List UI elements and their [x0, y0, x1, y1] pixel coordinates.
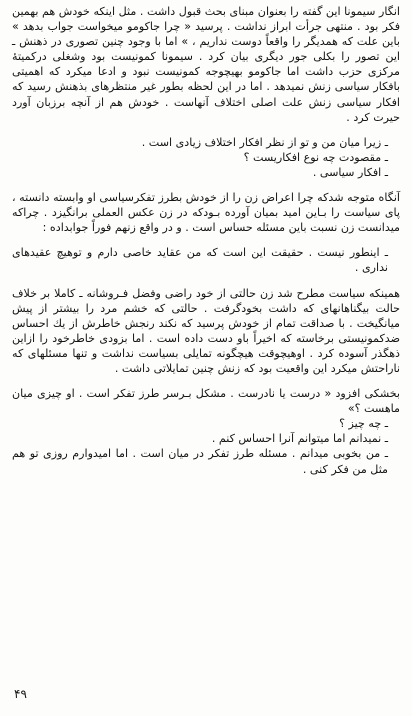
dialogue-line: ـ افکار سیاسی . — [312, 165, 388, 179]
dialogue-line: ـ نمیدانم اما میتوانم آنرا احساس کنم . — [211, 432, 388, 446]
body-text — [12, 4, 400, 477]
paragraph: انگار سیمونا این گفته را بعنوان مبنای بحث قبول داشت . مثل اینکه خودش هم بهمین فکر بود . منتهی جرأت ابراز نداشت . پرسید « چرا جاکومو میخواست جواب بدهد » باین علت که همدیگر را واقعاً دوست نداریم ، » اما با وجود چنین تصوری در ذهنش ـ این تصور را بکلی جور دیگری بیان کرد . سیمونا کمونیست بود وشغلی درکمیتهٔ مرکزی حزب داشت اما جاکومو بهیچوجه کمونیست نبود و ادعا میکرد که اهمیتی بافکار سیاسی زنش نمیدهد . اما در این لحظه بطور غیر منتظرهای بذهنش رسید که افکار سیاسی زنش علت اصلی اختلاف آنهاست . خودش هم از آنچه برزبان آورد حیرت کرد . — [12, 5, 400, 124]
dialogue-line: ـ من بخوبی میدانم . مسئله طرز تفکر در میان است . اما امیدوارم روزی تو هم مثل من فکر کنی . — [12, 447, 388, 476]
paragraph: بخشکی افزود « درست یا نادرست . مشکل بـرسر طرز تفکر است . او چیزی میان ماهست ؟» — [12, 387, 400, 416]
dialogue-line: ـ چه چیز ؟ — [339, 417, 388, 431]
dialogue-line: ـ مقصودت چه نوع افکاریست ؟ — [243, 150, 388, 164]
paragraph: آنگاه متوجه شدکه چرا اعراض زن را از خودش بطرز تفکرسیاسی او وابسته دانسته ، پای سیاست را بـاین امید بمیان آورده بـودکه در زن عکس العملی برانگیزد . چراکه میدانست زن نسبت باین مسئله حساس است . و در واقع زنهم فوراً جوابداده : — [12, 191, 400, 235]
page-number: ۴۹ — [14, 687, 27, 701]
paragraph: همینکه سیاست مطرح شد زن حالتی از خود راضی وفضل فـروشانه ـ کاملا بر خلاف حالت بیگناهانهای که داشت بخودگرفت . حالتی که خشم مرد را بیشتر از پیش میانگیخت . با صداقت تمام از خودش پرسید که نکند رنجش خاطرش از یك احساس ضدکمونیستی برخاسته که اخیراً باو دست داده است . اما بزودی خاطرخود را ازاین ذهگذر آسوده کرد . اوهیچوقت هیچگونه تمایلی بسیاست نداشت و تنها مسئلهای که ناراحتش میکرد این واقعیت بود که زنش چنین تمایلاتی داشت . — [12, 286, 400, 375]
dialogue-line: ـ زیرا میان من و تو از نظر افکار اختلاف زیادی است . — [141, 135, 388, 149]
dialogue-line: ـ اینطور نیست . حقیقت این است که من عقاید خاصی دارم و توهیچ عقیدهای نداری . — [12, 246, 388, 275]
